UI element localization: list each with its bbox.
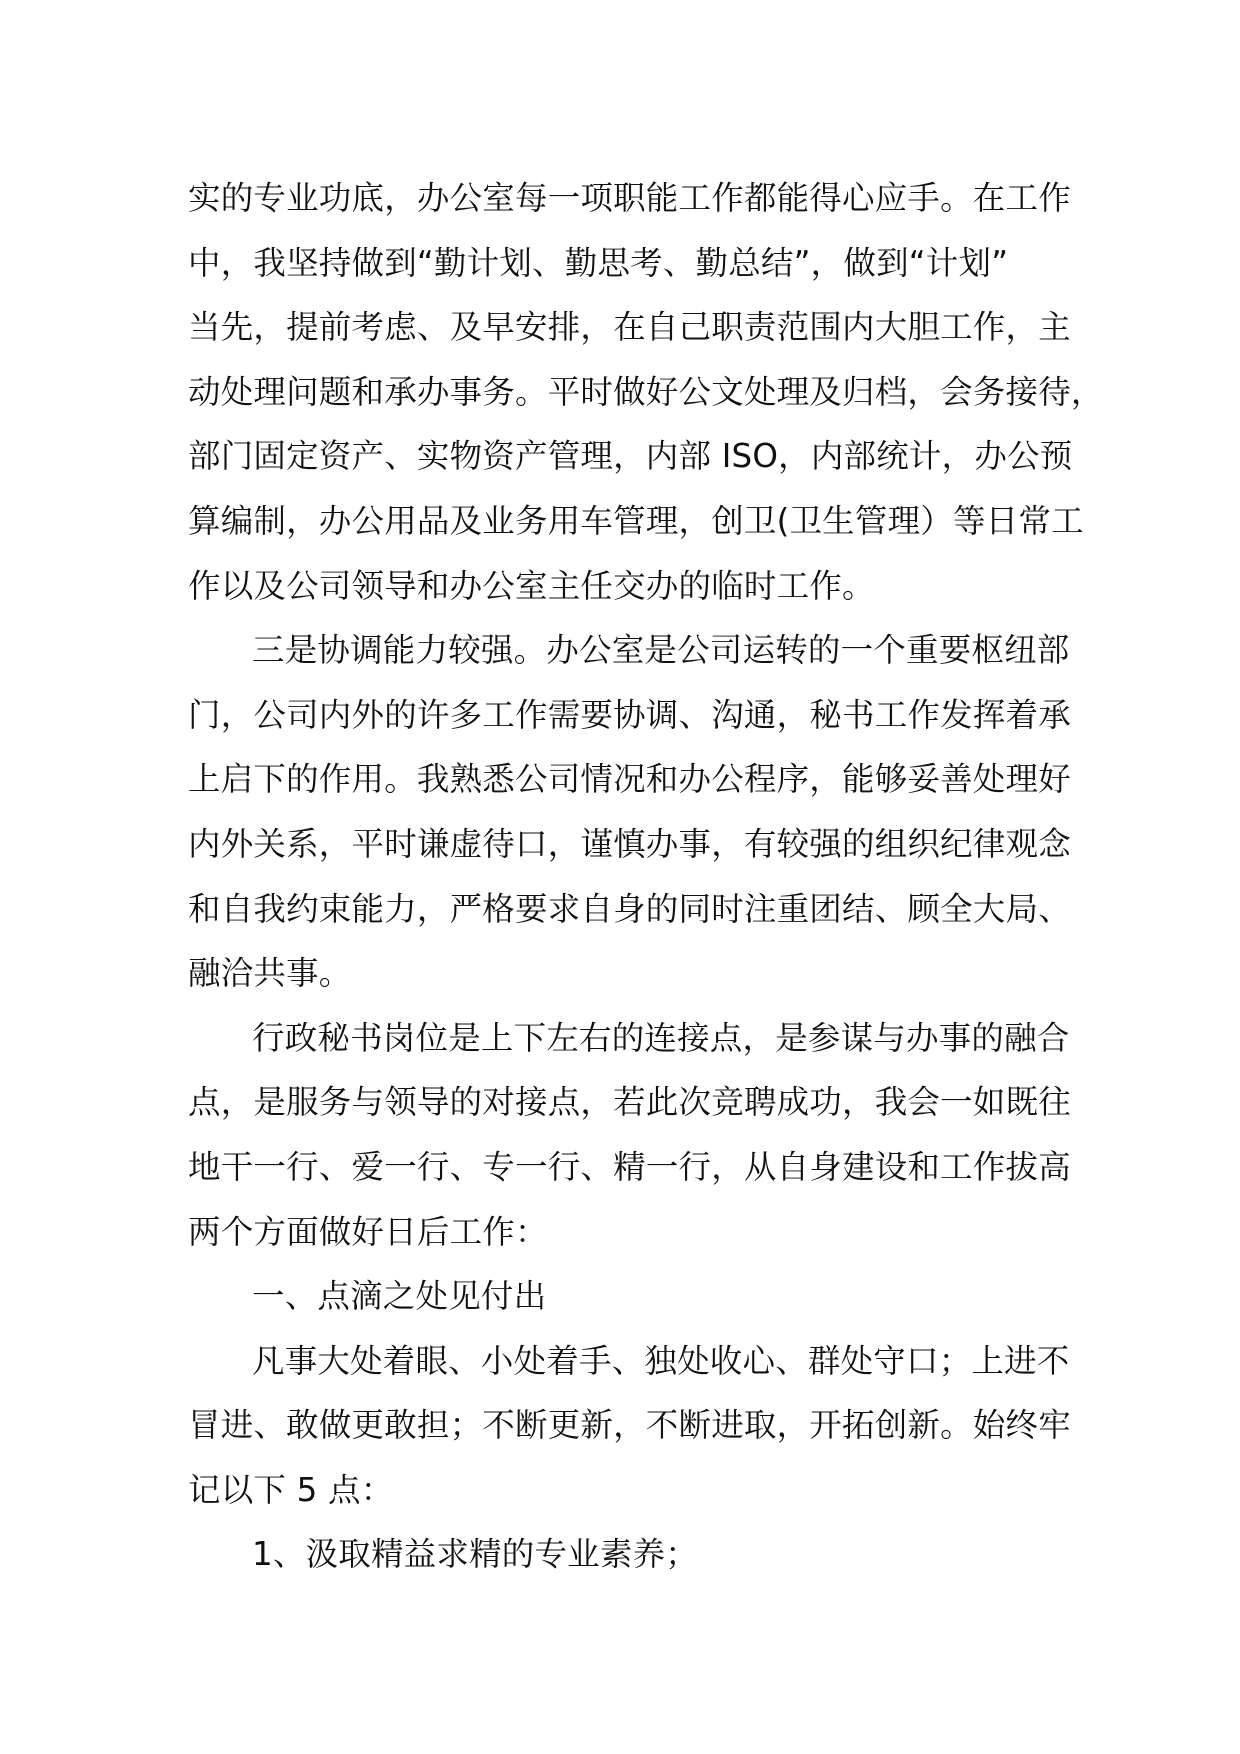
text-line: 部门固定资产、实物资产管理，内部 ISO，内部统计，办公预 <box>188 437 1073 476</box>
text-line: 算编制，办公用品及业务用车管理，创卫(卫生管理）等日常工 <box>188 501 1084 540</box>
text-line: 当先，提前考虑、及早安排，在自己职责范围内大胆工作，主 <box>188 308 1071 347</box>
text-line: 冒进、敢做更敢担；不断更新，不断进取，开拓创新。始终牢 <box>188 1406 1071 1445</box>
paragraph-start-line: 凡事大处着眼、小处着手、独处收心、群处守口；上进不 <box>252 1341 1070 1380</box>
text-line: 上启下的作用。我熟悉公司情况和办公程序，能够妥善处理好 <box>188 760 1071 799</box>
paragraph-start-line: 三是协调能力较强。办公室是公司运转的一个重要枢纽部 <box>252 631 1070 670</box>
text-line: 中，我坚持做到“勤计划、勤思考、勤总结”，做到“计划” <box>188 243 1009 282</box>
text-line: 融洽共事。 <box>188 954 352 993</box>
text-line: 记以下 5 点： <box>188 1470 394 1509</box>
section-heading: 一、点滴之处见付出 <box>252 1277 547 1316</box>
text-line: 点，是服务与领导的对接点，若此次竞聘成功，我会一如既往 <box>188 1083 1071 1122</box>
paragraph-start-line: 行政秘书岗位是上下左右的连接点，是参谋与办事的融合 <box>252 1018 1070 1057</box>
text-line: 内外关系，平时谦虚待口，谨慎办事，有较强的组织纪律观念 <box>188 824 1071 863</box>
text-line: 作以及公司领导和办公室主任交办的临时工作。 <box>188 566 875 605</box>
document-body <box>188 166 1104 1587</box>
list-item: 1、汲取精益求精的专业素养； <box>252 1535 698 1574</box>
text-line: 动处理问题和承办事务。平时做好公文处理及归档，会务接待， <box>188 372 1104 411</box>
text-line: 和自我约束能力，严格要求自身的同时注重团结、顾全大局、 <box>188 889 1071 928</box>
text-line: 两个方面做好日后工作： <box>188 1212 548 1251</box>
text-line: 实的专业功底，办公室每一项职能工作都能得心应手。在工作 <box>188 179 1071 217</box>
text-line: 地干一行、爱一行、专一行、精一行，从自身建设和工作拔高 <box>188 1147 1071 1186</box>
text-line: 门，公司内外的许多工作需要协调、沟通，秘书工作发挥着承 <box>188 695 1071 734</box>
